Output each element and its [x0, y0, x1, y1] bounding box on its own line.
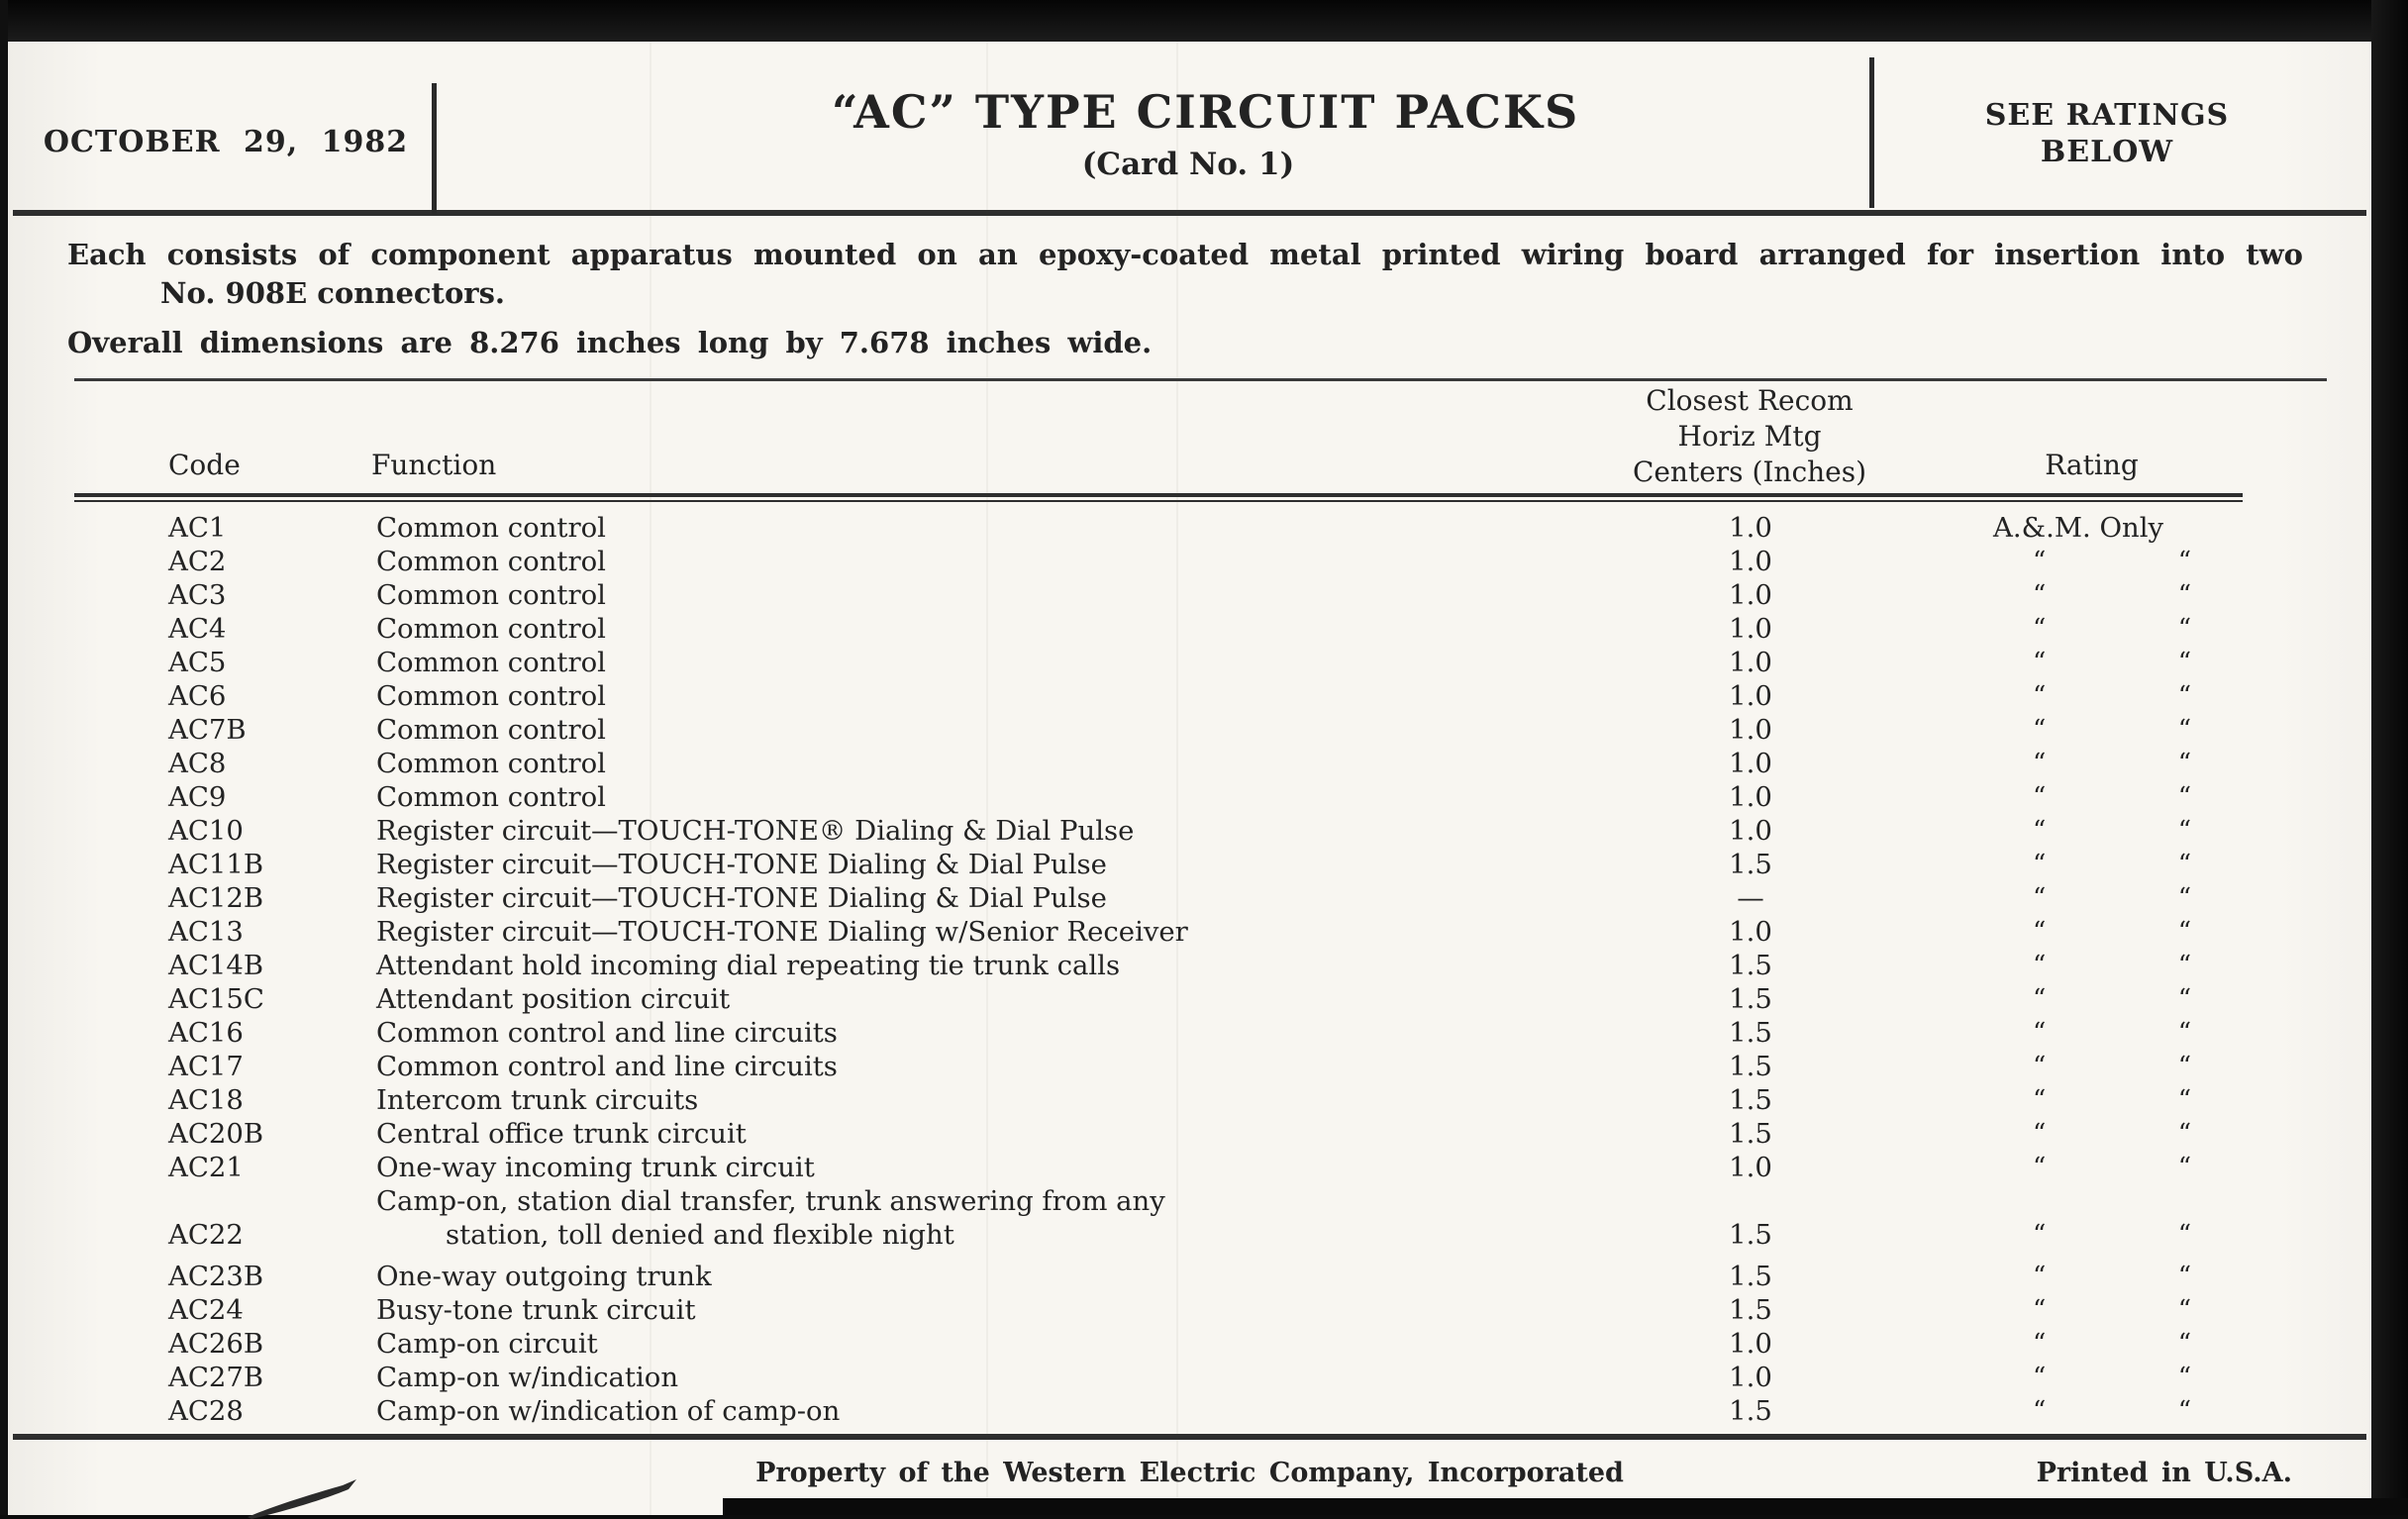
table-row: [168, 982, 2371, 1016]
table-row: [168, 578, 2371, 612]
ditto-mark: “: [2177, 1052, 2191, 1081]
row-rating: [1919, 1117, 2206, 1151]
table-row: [168, 949, 2371, 982]
row-code: AC4: [168, 613, 227, 645]
row-function: [376, 1083, 1582, 1117]
row-rating: [1919, 1083, 2206, 1117]
function-text: Attendant position circuit: [376, 983, 731, 1015]
row-function: [376, 915, 1582, 949]
row-centers: 1.5: [1729, 849, 1772, 880]
ditto-mark: “: [2177, 614, 2191, 644]
table-row: [168, 1050, 2371, 1083]
function-text: Camp-on, station dial transfer, trunk answering from any: [376, 1185, 1165, 1217]
ditto-mark: “: [2177, 1119, 2191, 1149]
table-row: [168, 1361, 2371, 1394]
ditto-mark: “: [2177, 850, 2191, 879]
row-code: AC1: [168, 512, 227, 544]
row-code: AC16: [168, 1017, 244, 1049]
document-date: OCTOBER 29, 1982: [43, 125, 409, 159]
function-text: Common control: [376, 579, 606, 611]
ditto-mark: “: [2177, 1262, 2191, 1291]
row-rating: [1919, 612, 2206, 646]
row-code: AC8: [168, 748, 227, 779]
row-function: [376, 1050, 1582, 1083]
ditto-mark: “: [2177, 580, 2191, 610]
ditto-mark: “: [2033, 648, 2047, 677]
row-rating: [1919, 1394, 2206, 1428]
scan-artifact-line: [986, 42, 988, 1515]
function-text: Attendant hold incoming dial repeating tie trunk calls: [376, 950, 1121, 981]
row-rating: [1919, 1361, 2206, 1394]
rating-text: A.&.M. Only: [1993, 512, 2164, 544]
row-function: [376, 1327, 1582, 1361]
row-function: [376, 1394, 1582, 1428]
row-rating: [1919, 915, 2206, 949]
row-code: AC20B: [168, 1118, 264, 1150]
table-row: [168, 814, 2371, 848]
centers-header-line3: Centers (Inches): [1632, 456, 1867, 488]
header-divider-right: [1869, 57, 1874, 208]
ditto-mark: “: [2177, 1363, 2191, 1392]
table-header: [8, 381, 2371, 493]
ditto-mark: “: [2033, 1295, 2047, 1325]
scan-artifact-line: [650, 42, 652, 1515]
row-code: AC12B: [168, 882, 264, 914]
function-text: Common control: [376, 680, 606, 712]
printed-notice: Printed in U.S.A.: [2036, 1458, 2292, 1488]
row-centers: 1.5: [1729, 1084, 1772, 1116]
ditto-mark: “: [2177, 715, 2191, 745]
ditto-mark: “: [2033, 1085, 2047, 1115]
row-rating: [1919, 1327, 2206, 1361]
document-page: [8, 42, 2371, 1515]
ditto-mark: “: [2177, 1396, 2191, 1426]
scanner-frame-top: [0, 0, 2408, 42]
ratings-note-line2: BELOW: [2040, 135, 2174, 169]
function-text: Register circuit—TOUCH-TONE Dialing & Dial Pulse: [376, 849, 1107, 880]
ditto-mark: “: [2033, 883, 2047, 913]
row-rating: [1919, 1050, 2206, 1083]
column-header-centers: [1581, 383, 1918, 490]
function-text: Register circuit—TOUCH-TONE Dialing & Dial Pulse: [376, 882, 1107, 914]
centers-header-line1: Closest Recom: [1646, 384, 1854, 417]
row-code: AC15C: [168, 983, 264, 1015]
function-text: Camp-on w/indication: [376, 1362, 679, 1393]
function-text: Common control: [376, 781, 606, 813]
function-text: Register circuit—TOUCH-TONE Dialing w/Senior Receiver: [376, 916, 1188, 948]
row-centers: 1.0: [1729, 781, 1772, 813]
row-centers: 1.5: [1729, 1261, 1772, 1292]
ditto-mark: “: [2033, 749, 2047, 778]
row-centers: 1.5: [1729, 1395, 1772, 1427]
row-function: [376, 982, 1582, 1016]
row-rating: [1919, 747, 2206, 780]
row-rating: [1919, 982, 2206, 1016]
scanner-frame-bottom: [723, 1498, 2408, 1515]
scanner-frame-left: [0, 0, 8, 1515]
row-function: [376, 1117, 1582, 1151]
function-text: Common control: [376, 714, 606, 746]
table-body: [8, 502, 2371, 1428]
ditto-mark: “: [2033, 547, 2047, 576]
row-centers: 1.0: [1729, 647, 1772, 678]
row-rating: [1919, 713, 2206, 747]
table-row: [168, 848, 2371, 881]
row-rating: [1919, 578, 2206, 612]
function-text: Common control and line circuits: [376, 1051, 838, 1082]
table-row: [168, 1184, 2371, 1252]
row-rating: [1919, 780, 2206, 814]
row-centers: 1.0: [1729, 916, 1772, 948]
function-text: station, toll denied and flexible night: [446, 1219, 954, 1251]
column-header-rating: Rating: [2045, 449, 2139, 481]
row-code: AC5: [168, 647, 227, 678]
ditto-mark: “: [2033, 1329, 2047, 1359]
table-row: [168, 747, 2371, 780]
scan-artifact-line: [1176, 42, 1178, 1515]
ditto-mark: “: [2033, 1396, 2047, 1426]
ditto-mark: “: [2033, 580, 2047, 610]
row-centers: 1.0: [1729, 680, 1772, 712]
ditto-mark: “: [2033, 1018, 2047, 1048]
row-rating: [1919, 646, 2206, 679]
row-rating: [1919, 679, 2206, 713]
row-function: [376, 713, 1582, 747]
ditto-mark: “: [2177, 883, 2191, 913]
property-notice: Property of the Western Electric Company, Incorporated: [755, 1458, 1624, 1488]
ditto-mark: “: [2033, 1363, 2047, 1392]
ditto-mark: “: [2177, 1085, 2191, 1115]
document-header: [8, 42, 2371, 210]
row-rating: [1919, 1218, 2206, 1252]
row-code: AC17: [168, 1051, 244, 1082]
column-header-function: Function: [371, 449, 497, 481]
row-code: AC27B: [168, 1362, 264, 1393]
table-row: [168, 1151, 2371, 1184]
ditto-mark: “: [2177, 648, 2191, 677]
row-function: [376, 545, 1582, 578]
row-code: AC24: [168, 1294, 244, 1326]
row-centers: 1.5: [1729, 950, 1772, 981]
row-code: AC9: [168, 781, 227, 813]
ditto-mark: “: [2177, 917, 2191, 947]
row-centers: —: [1737, 882, 1764, 914]
table-row: [168, 679, 2371, 713]
table-header-rule: [74, 493, 2243, 502]
centers-header-line2: Horiz Mtg: [1677, 420, 1822, 453]
row-rating: [1919, 1016, 2206, 1050]
ditto-mark: “: [2033, 984, 2047, 1014]
table-row: [168, 612, 2371, 646]
row-function: [376, 1016, 1582, 1050]
table-row: [168, 780, 2371, 814]
header-divider-left: [432, 83, 437, 214]
row-function: [376, 646, 1582, 679]
ditto-mark: “: [2177, 951, 2191, 980]
table-row: [168, 915, 2371, 949]
row-centers: 1.0: [1729, 748, 1772, 779]
row-centers: 1.5: [1729, 1051, 1772, 1082]
row-centers: 1.5: [1729, 1118, 1772, 1150]
row-code: AC7B: [168, 714, 247, 746]
function-text: Common control: [376, 647, 606, 678]
ditto-mark: “: [2033, 1262, 2047, 1291]
ditto-mark: “: [2033, 614, 2047, 644]
title-block: [832, 85, 1580, 182]
ditto-mark: “: [2033, 1153, 2047, 1182]
row-code: AC13: [168, 916, 244, 948]
ditto-mark: “: [2177, 816, 2191, 846]
row-function: [376, 511, 1582, 545]
function-text: Common control: [376, 512, 606, 544]
row-centers: 1.0: [1729, 1152, 1772, 1183]
row-code: AC14B: [168, 950, 264, 981]
row-code: AC10: [168, 815, 244, 847]
row-rating: [1919, 881, 2206, 915]
function-text: Register circuit—TOUCH-TONE® Dialing & Dial Pulse: [376, 815, 1135, 847]
ditto-mark: “: [2177, 1295, 2191, 1325]
function-text: Busy-tone trunk circuit: [376, 1294, 696, 1326]
row-code: AC26B: [168, 1328, 264, 1360]
row-centers: 1.0: [1729, 512, 1772, 544]
intro-line1: Each consists of component apparatus mounted on an epoxy-coated metal printed wiring board arranged for insertion into two: [67, 238, 2303, 271]
ditto-mark: “: [2033, 951, 2047, 980]
row-code: AC23B: [168, 1261, 264, 1292]
row-function: [376, 1260, 1582, 1293]
ditto-mark: “: [2177, 547, 2191, 576]
row-rating: [1919, 814, 2206, 848]
ditto-mark: “: [2033, 681, 2047, 711]
function-text: Common control and line circuits: [376, 1017, 838, 1049]
table-row: [168, 1117, 2371, 1151]
row-code: AC22: [168, 1219, 244, 1251]
document-subtitle: (Card No. 1): [1081, 147, 1295, 182]
table-row: [168, 545, 2371, 578]
row-function: [376, 578, 1582, 612]
ditto-mark: “: [2177, 984, 2191, 1014]
row-centers: 1.5: [1729, 1219, 1772, 1251]
intro-paragraph: [67, 236, 2371, 362]
table-row: [168, 1394, 2371, 1428]
row-rating: [1919, 1293, 2206, 1327]
row-function: [376, 814, 1582, 848]
row-rating: [1919, 848, 2206, 881]
table-row: [168, 646, 2371, 679]
table-row: [168, 511, 2371, 545]
row-code: AC21: [168, 1152, 244, 1183]
row-function: [376, 747, 1582, 780]
row-rating: [1919, 1260, 2206, 1293]
table-row: [168, 1083, 2371, 1117]
intro-line1-continuation: No. 908E connectors.: [160, 276, 505, 310]
row-code: AC2: [168, 546, 227, 577]
row-function: [376, 679, 1582, 713]
row-rating: [1919, 511, 2371, 545]
row-function: [376, 1184, 1582, 1252]
ratings-note: [1879, 97, 2335, 170]
table-row: [168, 713, 2371, 747]
row-centers: 1.5: [1729, 1294, 1772, 1326]
ratings-note-line1: SEE RATINGS: [1984, 98, 2230, 133]
row-code: AC6: [168, 680, 227, 712]
ditto-mark: “: [2033, 1220, 2047, 1250]
ditto-mark: “: [2033, 715, 2047, 745]
document-title: “AC” TYPE CIRCUIT PACKS: [832, 85, 1580, 139]
ditto-mark: “: [2177, 1220, 2191, 1250]
row-rating: [1919, 545, 2206, 578]
row-centers: 1.0: [1729, 613, 1772, 645]
row-code: AC28: [168, 1395, 244, 1427]
row-centers: 1.0: [1729, 714, 1772, 746]
ditto-mark: “: [2177, 1153, 2191, 1182]
row-code: AC3: [168, 579, 227, 611]
row-code: AC18: [168, 1084, 244, 1116]
row-centers: 1.0: [1729, 815, 1772, 847]
function-text: Common control: [376, 546, 606, 577]
row-function: [376, 881, 1582, 915]
function-text: Central office trunk circuit: [376, 1118, 747, 1150]
scanner-frame-right: [2371, 0, 2408, 1515]
row-rating: [1919, 1151, 2206, 1184]
row-code: AC11B: [168, 849, 264, 880]
row-centers: 1.0: [1729, 579, 1772, 611]
row-function: [376, 612, 1582, 646]
row-centers: 1.0: [1729, 1328, 1772, 1360]
table-row: [168, 1016, 2371, 1050]
header-rule: [13, 210, 2366, 216]
row-function: [376, 1293, 1582, 1327]
function-text: One-way outgoing trunk: [376, 1261, 712, 1292]
row-centers: 1.5: [1729, 1017, 1772, 1049]
column-header-code: Code: [168, 449, 241, 481]
table-row: [168, 1293, 2371, 1327]
function-text: One-way incoming trunk circuit: [376, 1152, 815, 1183]
function-text: Intercom trunk circuits: [376, 1084, 699, 1116]
ditto-mark: “: [2033, 917, 2047, 947]
row-centers: 1.0: [1729, 546, 1772, 577]
row-function: [376, 1361, 1582, 1394]
row-centers: 1.5: [1729, 983, 1772, 1015]
ditto-mark: “: [2033, 816, 2047, 846]
ditto-mark: “: [2177, 749, 2191, 778]
row-function: [376, 780, 1582, 814]
ditto-mark: “: [2033, 1119, 2047, 1149]
ditto-mark: “: [2033, 850, 2047, 879]
table-row: [168, 1260, 2371, 1293]
ditto-mark: “: [2033, 782, 2047, 812]
ditto-mark: “: [2177, 1018, 2191, 1048]
row-function: [376, 949, 1582, 982]
function-text: Common control: [376, 613, 606, 645]
pen-mark: [246, 1479, 394, 1519]
ditto-mark: “: [2177, 1329, 2191, 1359]
row-function: [376, 848, 1582, 881]
row-rating: [1919, 949, 2206, 982]
ditto-mark: “: [2177, 681, 2191, 711]
function-text: Camp-on circuit: [376, 1328, 598, 1360]
intro-line2: Overall dimensions are 8.276 inches long by 7.678 inches wide.: [67, 326, 1153, 359]
row-function: [376, 1151, 1582, 1184]
ditto-mark: “: [2033, 1052, 2047, 1081]
table-row: [168, 1327, 2371, 1361]
row-centers: 1.0: [1729, 1362, 1772, 1393]
ditto-mark: “: [2177, 782, 2191, 812]
table-row: [168, 881, 2371, 915]
function-text: Common control: [376, 748, 606, 779]
function-text: Camp-on w/indication of camp-on: [376, 1395, 841, 1427]
